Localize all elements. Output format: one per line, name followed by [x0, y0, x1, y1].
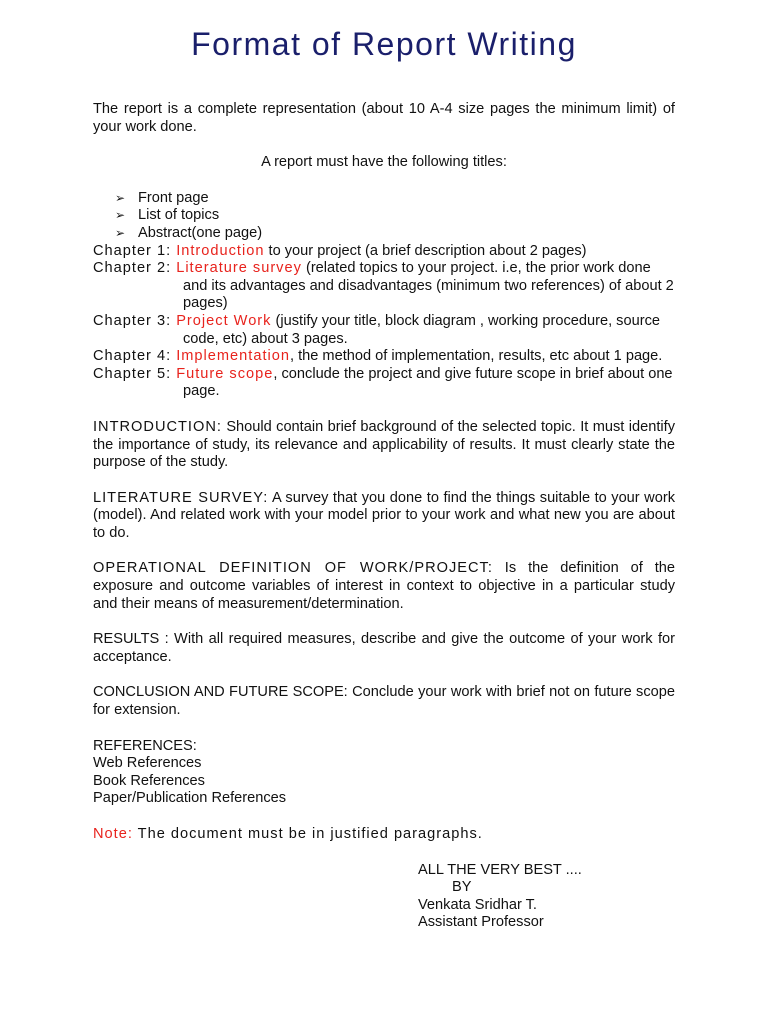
chapter-2 [93, 260, 675, 313]
chapter-4 [93, 348, 675, 366]
conclusion-section [93, 684, 675, 719]
chapter-label: Chapter 1: [93, 242, 177, 259]
arrow-bullet-icon: ➢ [115, 208, 126, 223]
note-line [93, 826, 675, 844]
chapter-name: Project Work [176, 312, 272, 329]
signoff-block [93, 862, 675, 927]
chapter-label: Chapter 5: [93, 365, 177, 382]
author-designation: Assistant Professor [418, 914, 544, 927]
designation-clip [418, 914, 675, 926]
section-text: With all required measures, describe and give the outcome of your work for acceptance. [93, 631, 675, 665]
results-section [93, 631, 675, 666]
section-heading: CONCLUSION AND FUTURE SCOPE: [93, 684, 348, 701]
note-label: Note: [93, 826, 133, 842]
document-title: Format of Report Writing [191, 26, 577, 62]
reference-item: Web References [93, 755, 202, 772]
list-item: ➢ List of topics [115, 207, 220, 224]
literature-survey-section [93, 490, 675, 543]
chapter-text: (related topics to your project. i.e, the prior work done and its advantages and disadvantages (minimum two references) of about 2 pages) [183, 260, 674, 312]
operational-definition-section [93, 560, 675, 613]
reference-item: Paper/Publication References [93, 790, 287, 807]
chapter-label: Chapter 2: [93, 260, 177, 277]
titles-list [93, 190, 675, 243]
chapter-3 [93, 313, 675, 348]
section-text: Should contain brief background of the selected topic. It must identify the importance of study, its relevance and applicability of results. It must clearly state the purpose of the study. [93, 418, 675, 471]
chapter-text: (justify your title, block diagram , working procedure, source code, etc) about 3 pages. [183, 312, 660, 347]
chapter-name: Future scope [176, 365, 274, 382]
intro-paragraph: The report is a complete representation (about 10 A-4 size pages the minimum limit) of your work done. [93, 101, 675, 135]
section-text: A survey that you done to find the things suitable to your work (model). And related work with your model prior to your work and what new you are about to do. [93, 489, 675, 541]
list-item: ➢ Abstract(one page) [115, 224, 263, 241]
chapter-5 [93, 366, 675, 401]
reference-item: Book References [93, 772, 205, 789]
chapter-name: Introduction [176, 242, 265, 259]
list-item: ➢ Front page [115, 189, 209, 206]
chapter-text: , the method of implementation, results, etc about 1 page. [289, 348, 663, 365]
introduction-section [93, 419, 675, 472]
chapter-text: to your project (a brief description about 2 pages) [264, 242, 587, 259]
chapter-text: , conclude the project and give future scope in brief about one page. [183, 365, 673, 400]
chapter-name: Literature survey [176, 260, 302, 277]
signoff-line: ALL THE VERY BEST .... [418, 861, 582, 878]
section-text: Is the definition of the exposure and outcome variables of interest in context to objective in a particular study and their means of measurement/determination. [93, 560, 675, 612]
document-body [93, 101, 675, 926]
note-text: The document must be in justified paragraphs. [132, 826, 483, 842]
references-heading: REFERENCES: [93, 737, 197, 754]
section-heading: RESULTS : [93, 631, 169, 648]
chapter-1 [93, 243, 675, 261]
section-heading: LITERATURE SURVEY: [93, 489, 269, 506]
signoff-by: BY [452, 879, 472, 896]
author-name: Venkata Sridhar T. [418, 896, 537, 913]
chapter-label: Chapter 4: [93, 348, 177, 365]
section-heading: INTRODUCTION: [93, 418, 222, 435]
section-text: Conclude your work with brief not on future scope for extension. [93, 684, 675, 719]
must-have-line: A report must have the following titles: [261, 154, 507, 171]
chapter-label: Chapter 3: [93, 312, 177, 329]
chapter-name: Implementation [176, 348, 290, 365]
section-heading: OPERATIONAL DEFINITION OF WORK/PROJECT: [93, 560, 493, 577]
arrow-bullet-icon: ➢ [115, 225, 126, 240]
arrow-bullet-icon: ➢ [115, 190, 126, 205]
